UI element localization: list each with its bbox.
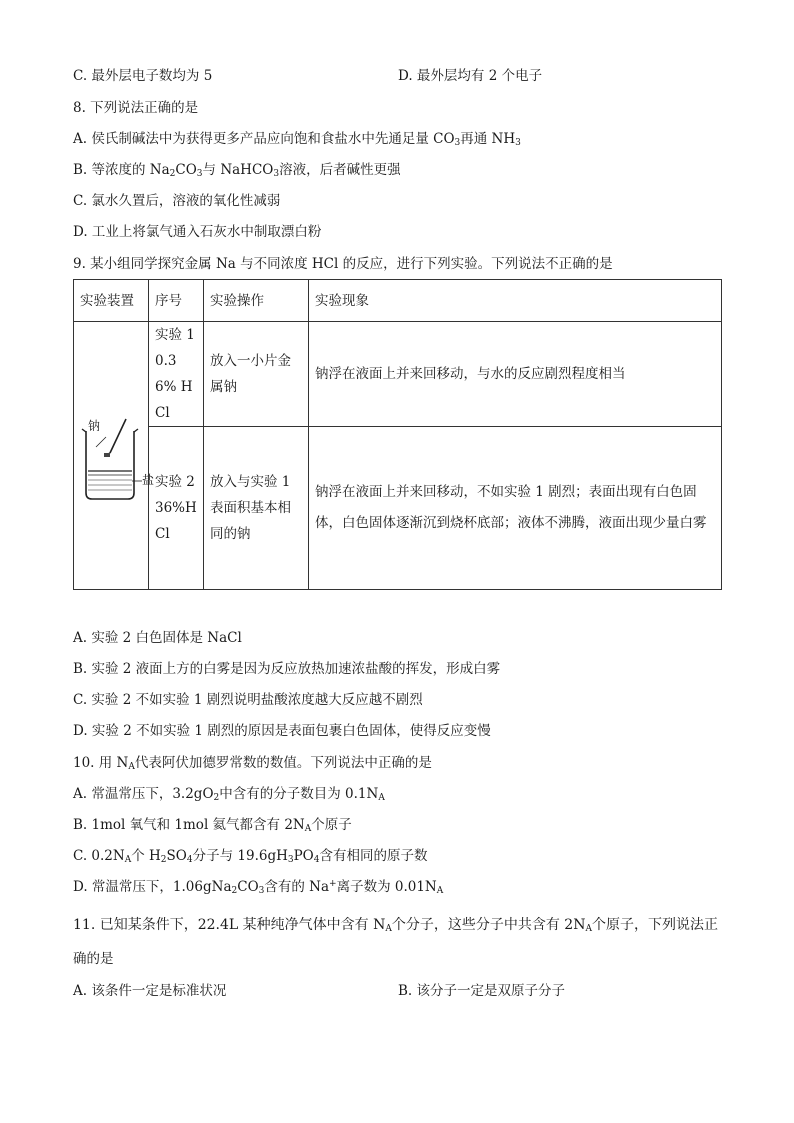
header-operation: 实验操作 [204, 280, 309, 322]
q10-option-c: C. $0.2N_A$个 $H_2SO_4$分子与 $19.6gH_3PO_4$含有相同的原子数 [73, 848, 428, 865]
row2-phenomenon: 钠浮在液面上并来回移动，不如实验 1 剧烈；表面出现有白色固体，白色固体逐渐沉到烧杯底部；液体不沸腾，液面出现少量白雾 [309, 427, 722, 590]
q9-stem: 9. 某小组同学探究金属 Na 与不同浓度 HCl 的反应，进行下列实验。下列说法不正确的是 [73, 256, 613, 272]
label-sodium: 钠 [88, 418, 101, 433]
q10-option-d: D. 常温常压下，$1.06gNa_2CO_3$含有的 Na+离子数为 $0.01N_A$ [73, 879, 444, 896]
beaker-diagram [76, 401, 155, 511]
q9-option-a: A. 实验 2 白色固体是 NaCl [73, 630, 242, 646]
q8-option-d: D. 工业上将氯气通入石灰水中制取漂白粉 [73, 224, 322, 240]
row1-seq: 实验 1 0.36% HCl [149, 322, 204, 427]
q9-option-b: B. 实验 2 液面上方的白雾是因为反应放热加速浓盐酸的挥发，形成白雾 [73, 661, 501, 677]
q8-option-a: A. 侯氏制碱法中为获得更多产品应向饱和食盐水中先通足量 $CO_3$再通 $NH_3$ [73, 131, 521, 148]
header-apparatus: 实验装置 [74, 280, 149, 322]
q8-option-b: B. 等浓度的 $Na_2CO_3$与 NaHCO$_3$溶液，后者碱性更强 [73, 162, 401, 179]
q11-option-b: B. 该分子一定是双原子分子 [398, 983, 566, 999]
q9-option-d: D. 实验 2 不如实验 1 剧烈的原因是表面包裹白色固体，使得反应变慢 [73, 723, 491, 739]
header-phenomenon: 实验现象 [309, 280, 722, 322]
table-row [74, 322, 722, 427]
q9-option-c: C. 实验 2 不如实验 1 剧烈说明盐酸浓度越大反应越不剧烈 [73, 692, 423, 708]
header-seq: 序号 [149, 280, 204, 322]
row2-operation: 放入与实验 1 表面积基本相同的钠 [204, 427, 309, 590]
q7-option-c: C. 最外层电子数均为 5 [73, 68, 213, 84]
apparatus-cell [74, 322, 155, 590]
table-row [74, 427, 722, 590]
label-acid: 盐 [142, 472, 155, 487]
row1-operation: 放入一小片金属钠 [204, 322, 309, 427]
q11-stem-line2: 确的是 [73, 951, 114, 967]
q8-stem: 8. 下列说法正确的是 [73, 100, 199, 116]
beaker-icon [76, 401, 148, 511]
q10-option-a: A. 常温常压下，$3.2gO_2$中含有的分子数目为 $0.1N_A$ [73, 786, 385, 803]
q11-option-a: A. 该条件一定是标准状况 [73, 983, 227, 999]
q10-stem: 10. 用 $N_A$代表阿伏加德罗常数的数值。下列说法中正确的是 [73, 755, 432, 772]
row1-phenomenon: 钠浮在液面上并来回移动，与水的反应剧烈程度相当 [309, 322, 722, 427]
table-header-row [74, 280, 722, 322]
experiment-table [73, 279, 722, 590]
row2-seq: 实验 2 36%HCl [149, 427, 204, 590]
q11-stem-line1: 11. 已知某条件下，22.4L 某种纯净气体中含有 $N_A$个分子，这些分子中共含有 $2N_A$个原子，下列说法正 [73, 917, 718, 934]
q7-option-d: D. 最外层均有 2 个电子 [398, 68, 543, 84]
q10-option-b: B. 1mol 氧气和 1mol 氦气都含有 $2N_A$个原子 [73, 817, 352, 834]
q8-option-c: C. 氯水久置后，溶液的氧化性减弱 [73, 193, 281, 209]
